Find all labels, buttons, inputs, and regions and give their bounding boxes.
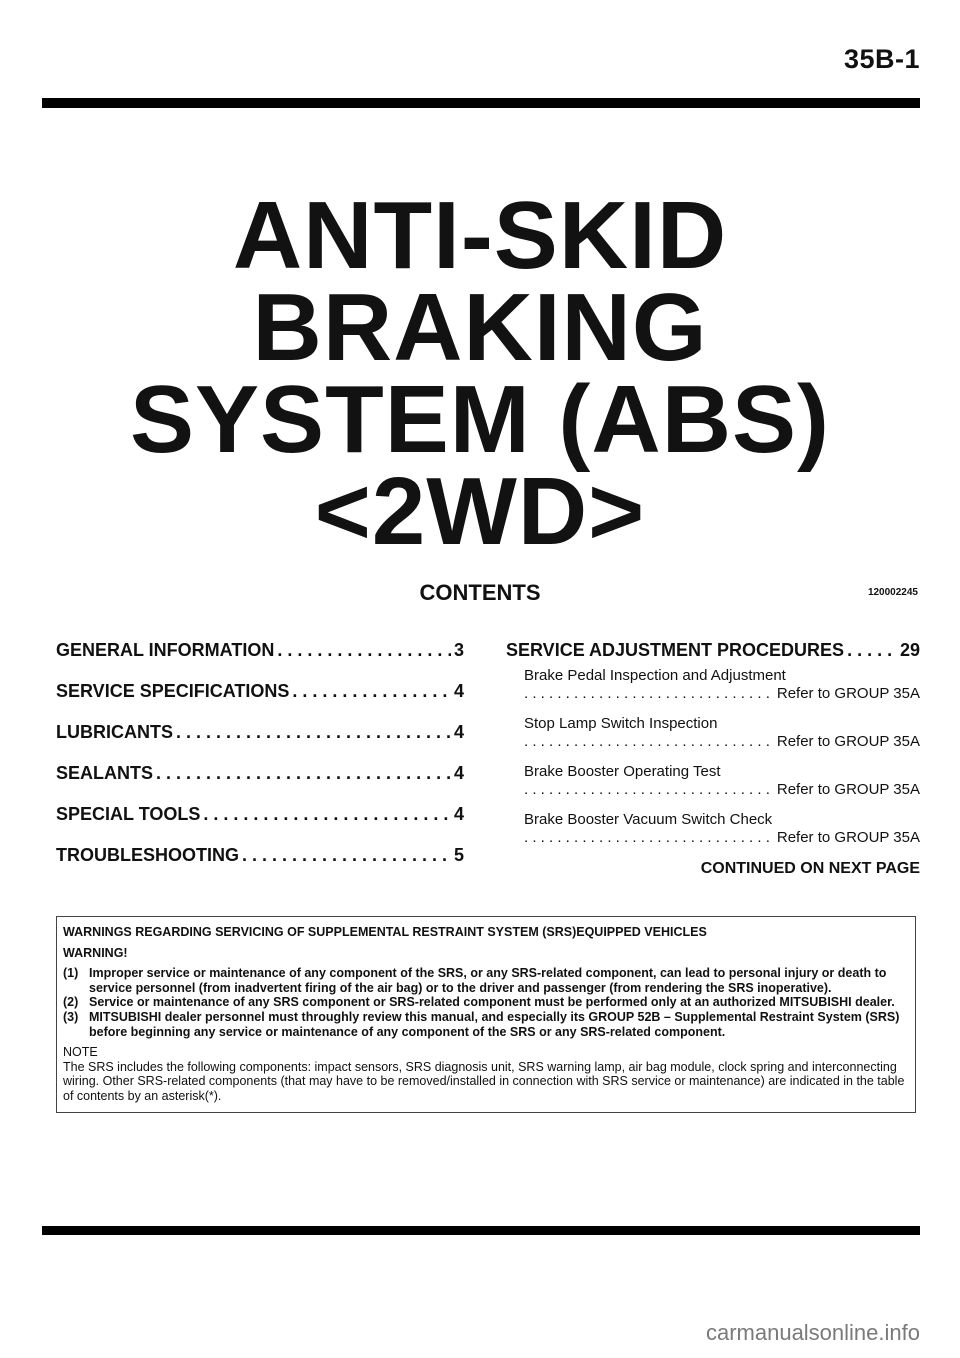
toc-subentry-ref: Refer to GROUP 35A	[776, 685, 920, 702]
toc-right-column	[506, 640, 920, 859]
toc-entry-page: 4	[453, 681, 464, 701]
site-watermark: carmanualsonline.info	[705, 1320, 920, 1345]
srs-warning-box	[56, 916, 916, 1113]
top-rule	[42, 98, 920, 108]
page-number: 35B-1	[843, 44, 920, 74]
dot-leader	[203, 804, 451, 825]
toc-subentry-title: Stop Lamp Switch Inspection	[524, 715, 718, 732]
warning-label: WARNING!	[63, 945, 128, 960]
toc-entry-label: SERVICE SPECIFICATIONS	[56, 681, 290, 701]
title-line-3: SYSTEM (ABS)	[129, 366, 831, 473]
warning-item-number: (3)	[63, 1009, 79, 1024]
dot-leader	[524, 685, 769, 703]
contents-heading: CONTENTS	[419, 580, 541, 605]
document-title	[0, 182, 960, 565]
toc-subentry-brake-pedal[interactable]	[524, 667, 920, 703]
note-label: NOTE	[63, 1045, 98, 1060]
toc-entry-service-specifications[interactable]	[56, 681, 464, 702]
toc-subentry-ref: Refer to GROUP 35A	[776, 829, 920, 846]
toc-entry-page: 4	[453, 763, 464, 783]
title-line-4: <2WD>	[314, 458, 646, 565]
toc-entry-page: 4	[453, 722, 464, 742]
dot-leader	[524, 733, 769, 751]
toc-entry-label: SPECIAL TOOLS	[56, 804, 201, 824]
toc-entry-general-information[interactable]	[56, 640, 464, 661]
warning-item	[63, 995, 909, 1010]
dot-leader	[156, 763, 451, 784]
bottom-rule	[42, 1226, 920, 1235]
toc-entry-page: 3	[453, 640, 464, 660]
dot-leader	[524, 781, 769, 799]
toc-entry-label: LUBRICANTS	[56, 722, 173, 742]
toc-left-column	[56, 640, 464, 886]
dot-leader	[292, 681, 451, 702]
dot-leader	[277, 640, 451, 661]
dot-leader	[242, 845, 451, 866]
continued-note: CONTINUED ON NEXT PAGE	[700, 860, 920, 877]
warning-item-text: MITSUBISHI dealer personnel must throughly review this manual, and especially its GROUP 52B – Supplemental Restraint System (SRS) before beginning any service or maintenance of any component of the SRS or any SRS-related component.	[89, 1009, 900, 1039]
toc-entry-label: TROUBLESHOOTING	[56, 845, 239, 865]
warning-item-number: (1)	[63, 966, 79, 981]
warning-box-heading: WARNINGS REGARDING SERVICING OF SUPPLEMENTAL RESTRAINT SYSTEM (SRS)EQUIPPED VEHICLES	[63, 925, 707, 939]
toc-entry-page: 29	[899, 640, 920, 660]
toc-entry-page: 5	[453, 845, 464, 865]
warning-item-text: Service or maintenance of any SRS component or SRS-related component must be performed only at an authorized MITSUBISHI dealer.	[89, 995, 895, 1010]
toc-subentry-title: Brake Pedal Inspection and Adjustment	[524, 667, 786, 684]
dot-leader	[847, 640, 897, 661]
warning-item-text: Improper service or maintenance of any component of the SRS, or any SRS-related component, can lead to personal injury or death to service personnel (from inadvertent firing of the air bag) or to the driver and passenger (from rendering the SRS inoperative).	[89, 966, 887, 995]
toc-subentry-stop-lamp-switch[interactable]	[524, 715, 920, 751]
dot-leader	[176, 722, 451, 743]
toc-entry-label: SEALANTS	[56, 763, 154, 783]
toc-entry-lubricants[interactable]	[56, 722, 464, 743]
note-text: The SRS includes the following components: impact sensors, SRS diagnosis unit, SRS warning lamp, air bag module, clock spring and interconnecting wiring. Other SRS-related components (that may have to be removed/installed in connection with SRS service or maintenance) are indicated in the table of contents by an asterisk(*).	[63, 1059, 905, 1103]
toc-entry-label: GENERAL INFORMATION	[56, 640, 275, 660]
warning-item-number: (2)	[63, 995, 79, 1010]
dot-leader	[524, 829, 769, 847]
toc-entry-sealants[interactable]	[56, 763, 464, 784]
warning-item	[63, 1010, 909, 1039]
warning-item	[63, 966, 909, 995]
title-line-2: BRAKING	[252, 274, 708, 381]
toc-subentry-brake-booster-vacuum[interactable]	[524, 811, 920, 847]
toc-entry-special-tools[interactable]	[56, 804, 464, 825]
toc-entry-page: 4	[453, 804, 464, 824]
toc-subentry-ref: Refer to GROUP 35A	[776, 733, 920, 750]
toc-entry-troubleshooting[interactable]	[56, 845, 464, 866]
toc-entry-service-adjustment-procedures[interactable]	[506, 640, 920, 661]
toc-subentry-title: Brake Booster Vacuum Switch Check	[524, 811, 773, 828]
toc-subentry-ref: Refer to GROUP 35A	[776, 781, 920, 798]
toc-subentry-brake-booster-operating[interactable]	[524, 763, 920, 799]
document-code: 120002245	[867, 587, 918, 598]
toc-subentry-title: Brake Booster Operating Test	[524, 763, 721, 780]
toc-entry-label: SERVICE ADJUSTMENT PROCEDURES	[506, 640, 845, 660]
title-line-1: ANTI-SKID	[232, 182, 728, 289]
